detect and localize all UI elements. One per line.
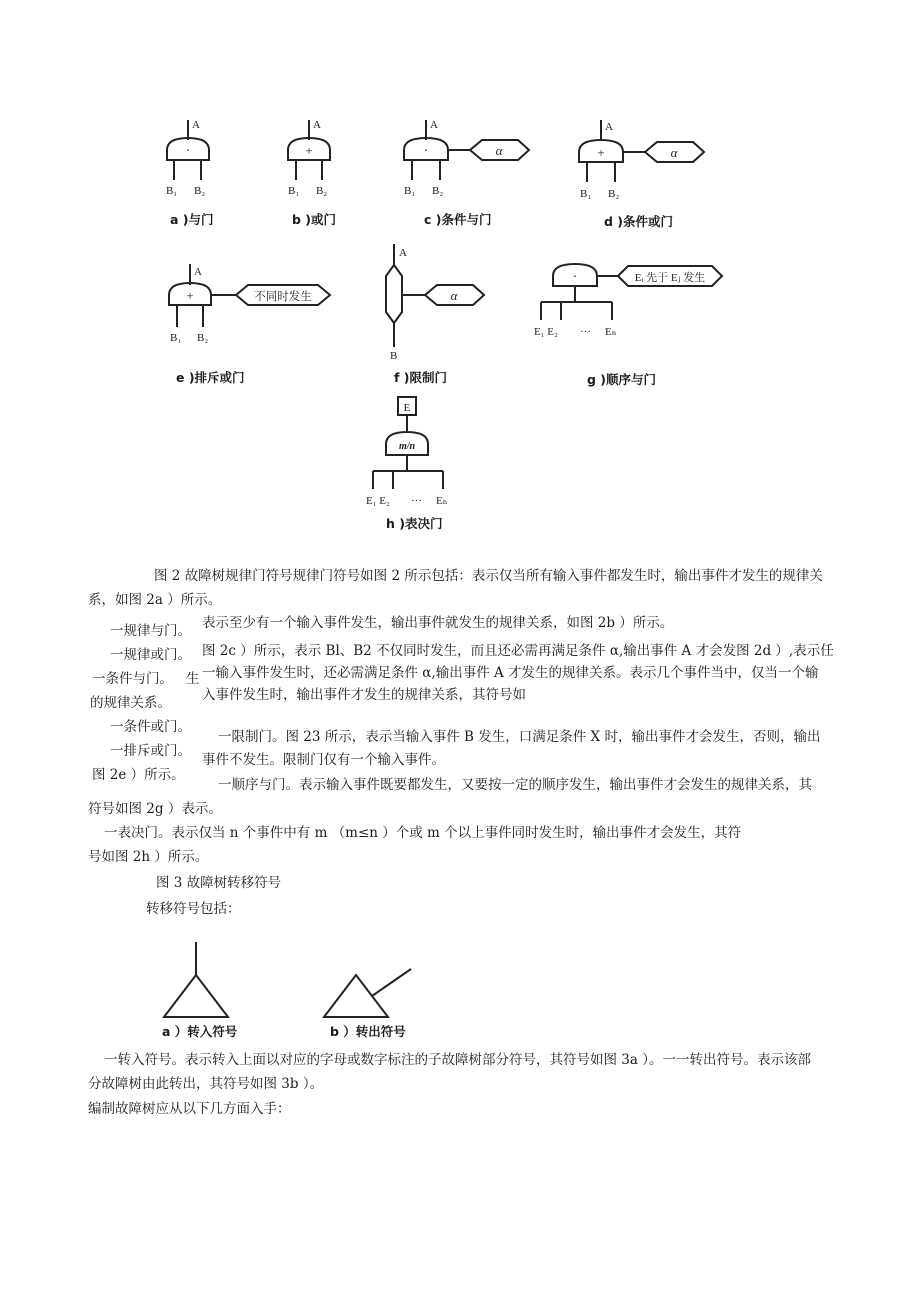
gate-c-input-1: B₁ [404,185,416,197]
transfer-out-symbol [324,969,411,1017]
caption-gate-e: e )排斥或门 [176,370,245,385]
gate-d-input-1: B₁ [580,188,592,200]
gate-d-conditional-or [579,120,704,200]
gate-g-ellipsis: ··· [580,326,591,338]
caption-gate-f: f )限制门 [394,370,448,385]
gate-f-condition: α [450,288,458,303]
gate-a-output: A [192,119,200,131]
paragraph-inhibit-1: 一限制门。图 23 所示，表示当输入事件 B 发生，口满足条件 X 时，输出事件才会发生，否则，输出 [218,729,821,745]
gate-h-ellipsis: ··· [411,495,422,507]
gate-f-output: A [399,247,407,259]
caption-transfer-out: b ）转出符号 [330,1024,406,1039]
gate-g-priority-and [534,264,722,338]
paragraph-right-2: 图 2c ）所示，表示 Bl、B2 不仅同时发生，而且还必需再满足条件 α,输出事件 A 才会发图 2d ）,表示任 [202,643,834,659]
gate-h-input-n: Eₙ [436,495,448,507]
gate-d-output: A [605,121,613,133]
gate-e-exclusive-or [169,264,330,344]
label-logic-and-gate: 一规律与门。 [110,623,191,639]
gate-g-input-n: Eₙ [605,326,617,338]
caption-gate-d: d )条件或门 [604,214,674,229]
gate-f-input: B [390,350,398,362]
figure-3-intro: 转移符号包括： [146,901,241,917]
gate-e-symbol: + [186,288,194,303]
label-logic-relation: 的规律关系。 [90,695,171,711]
gate-a-and [166,119,209,197]
gate-a-symbol: · [185,144,191,159]
gate-c-condition: α [495,143,503,158]
label-fig2e: 图 2e ）所示。 [92,767,185,783]
gate-h-output: E [403,402,411,414]
gate-f-inhibit [386,244,484,362]
paragraph-right-1: 表示至少有一个输入事件发生，输出事件就发生的规律关系，如图 2b ）所示。 [202,615,674,631]
paragraph-fig2-line2: 系，如图 2a ）所示。 [88,592,222,608]
figure-3-title: 图 3 故障树转移符号 [156,875,282,891]
gate-d-input-2: B₂ [608,188,620,200]
gate-g-symbol: · [572,270,578,285]
label-logic-or-gate: 一规律或门。 [110,647,191,663]
paragraph-transfer-1: 一转入符号。表示转入上面以对应的字母或数字标注的子故障树部分符号，其符号如图 3a ）。一一转出符号。表示该部 [104,1052,811,1068]
paragraph-fig2-line1: 图 2 故障树规律门符号规律门符号如图 2 所示包括：表示仅当所有输入事件都发生时，输出事件才发生的规律关 [154,568,823,584]
caption-gate-b: b )或门 [292,212,337,227]
gate-h-input-1: E₁ E₂ [366,495,390,507]
gate-e-output: A [194,266,202,278]
paragraph-voting-2: 号如图 2h ）所示。 [88,849,209,865]
caption-gate-a: a )与门 [170,212,214,227]
label-conditional-and-gate: 一条件与门。 [92,671,173,687]
gate-a-input-1: B₁ [166,185,178,197]
gate-b-input-1: B₁ [288,185,300,197]
paragraph-last: 编制故障树应从以下几方面入手： [88,1101,291,1117]
gate-c-symbol: · [423,144,429,159]
gate-b-input-2: B₂ [316,185,328,197]
caption-gate-g: g )顺序与门 [587,372,657,387]
gate-g-input-1: E₁ E₂ [534,326,558,338]
gate-b-output: A [313,119,321,131]
gate-h-symbol: m/n [398,441,416,452]
paragraph-inhibit-2: 事件不发生。限制门仅有一个输入事件。 [202,752,445,768]
paragraph-right-4: 入事件发生时，输出事件才发生的规律关系，其符号如 [202,687,526,703]
paragraph-voting-1: 一表决门。表示仅当 n 个事件中有 m （m≤n ）个或 m 个以上事件同时发生时，输出事件才会发生，其符 [104,825,742,841]
figure-2-gate-symbols [0,0,920,540]
gate-c-conditional-and [404,119,529,197]
gate-b-symbol: + [305,143,313,158]
gate-a-input-2: B₂ [194,185,206,197]
label-exclusive-or-gate: 一排斥或门。 [110,743,191,759]
gate-d-condition: α [670,145,678,160]
gate-g-condition: Eᵢ 先于 Eⱼ 发生 [634,272,706,284]
caption-transfer-in: a ）转入符号 [162,1024,238,1039]
paragraph-transfer-2: 分故障树由此转出，其符号如图 3b ）。 [88,1076,324,1092]
paragraph-priority-1: 一顺序与门。表示输入事件既要都发生，又要按一定的顺序发生，输出事件才会发生的规律关系，其 [218,777,812,793]
gate-h-voting [366,397,448,507]
gate-d-symbol: + [597,145,605,160]
gate-b-or [288,119,330,197]
gate-c-input-2: B₂ [432,185,444,197]
caption-gate-c: c )条件与门 [424,212,492,227]
label-sheng: 生 [186,671,200,687]
gate-e-condition: 不同时发生 [254,291,312,303]
gate-c-output: A [430,119,438,131]
gate-e-input-2: B₂ [197,332,209,344]
transfer-in-symbol [164,942,228,1017]
label-conditional-or-gate: 一条件或门。 [110,719,191,735]
paragraph-right-3: 一输入事件发生时，还必需满足条件 α,输出事件 A 才发生的规律关系。表示几个事件当中，仅当一个输 [202,665,819,681]
gate-e-input-1: B₁ [170,332,182,344]
paragraph-priority-2: 符号如图 2g ）表示。 [88,801,222,817]
figure-3-transfer-symbols [150,935,430,1025]
caption-gate-h: h )表决门 [386,516,443,531]
